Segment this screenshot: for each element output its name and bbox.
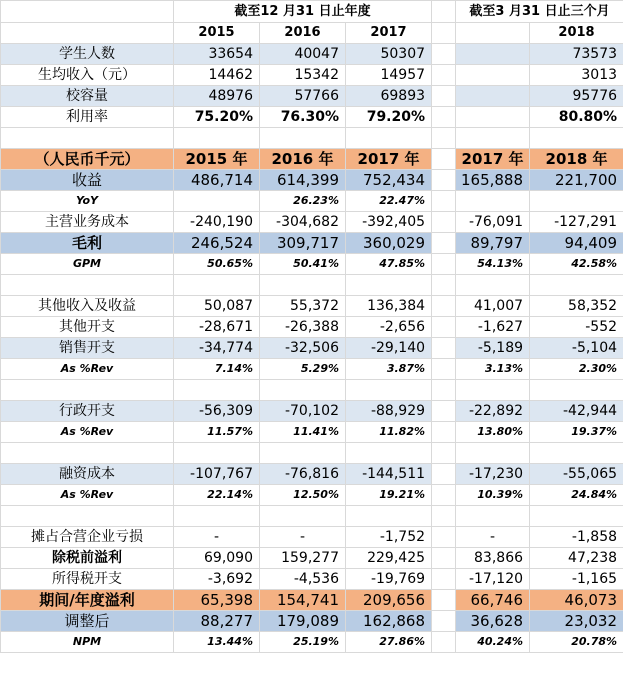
year-2016: 2016: [260, 23, 346, 44]
row-pbt: 除税前溢利 69,090 159,277 229,425 83,866 47,238: [1, 548, 623, 569]
year-2017: 2017: [346, 23, 432, 44]
row-finance-pct: As %Rev 22.14% 12.50% 19.21% 10.39% 24.84%: [1, 485, 623, 506]
row-gross-profit: 毛利 246,524 309,717 360,029 89,797 94,409: [1, 233, 623, 254]
row-finance-cost: 融资成本 -107,767 -76,816 -144,511 -17,230 -55,065: [1, 464, 623, 485]
row-selling: 销售开支 -34,774 -32,506 -29,140 -5,189 -5,104: [1, 338, 623, 359]
metric-row-utilization: 利用率 75.20% 76.30% 79.20% 80.80%: [1, 107, 623, 128]
spacer-row: [1, 275, 623, 296]
row-jv-loss: 摊占合营企业亏损 - - -1,752 - -1,858: [1, 527, 623, 548]
unit-label: （人民币千元）: [1, 149, 174, 170]
row-tax: 所得税开支 -3,692 -4,536 -19,769 -17,120 -1,165: [1, 569, 623, 590]
row-other-income: 其他收入及收益 50,087 55,372 136,384 41,007 58,352: [1, 296, 623, 317]
row-selling-pct: As %Rev 7.14% 5.29% 3.87% 3.13% 2.30%: [1, 359, 623, 380]
row-revenue: 收益 486,714 614,399 752,434 165,888 221,700: [1, 170, 623, 191]
row-admin-pct: As %Rev 11.57% 11.41% 11.82% 13.80% 19.37%: [1, 422, 623, 443]
spacer-row: [1, 443, 623, 464]
row-label: 生均收入（元）: [1, 65, 174, 86]
group-header-row: [1, 1, 623, 23]
row-label: 学生人数: [1, 44, 174, 65]
row-npm: NPM 13.44% 25.19% 27.86% 40.24% 20.78%: [1, 632, 623, 653]
spacer-row: [1, 128, 623, 149]
row-yoy: YoY 26.23% 22.47%: [1, 191, 623, 212]
row-adjusted: 调整后 88,277 179,089 162,868 36,628 23,032: [1, 611, 623, 632]
year-header-row: [1, 23, 623, 44]
fin-header-row: （人民币千元） 2015 年 2016 年 2017 年 2017 年 2018 年: [1, 149, 623, 170]
row-admin: 行政开支 -56,309 -70,102 -88,929 -22,892 -42,944: [1, 401, 623, 422]
metric-row-capacity: 校容量 48976 57766 69893 95776: [1, 86, 623, 107]
year-2018: 2018: [530, 23, 623, 44]
row-gpm: GPM 50.65% 50.41% 47.85% 54.13% 42.58%: [1, 254, 623, 275]
metric-row-students: 学生人数 33654 40047 50307 73573: [1, 44, 623, 65]
group-header-annual: 截至12 月31 日止年度: [174, 1, 432, 23]
metric-row-revenue-per-student: 生均收入（元） 14462 15342 14957 3013: [1, 65, 623, 86]
row-cogs: 主营业务成本 -240,190 -304,682 -392,405 -76,091 -127,291: [1, 212, 623, 233]
row-label: 利用率: [1, 107, 174, 128]
spacer-row: [1, 506, 623, 527]
row-net-profit: 期间/年度溢利 65,398 154,741 209,656 66,746 46,073: [1, 590, 623, 611]
year-2015: 2015: [174, 23, 260, 44]
spacer-row: [1, 380, 623, 401]
row-label: 校容量: [1, 86, 174, 107]
row-other-expenses: 其他开支 -28,671 -26,388 -2,656 -1,627 -552: [1, 317, 623, 338]
group-header-quarter: 截至3 月31 日止三个月: [456, 1, 623, 23]
